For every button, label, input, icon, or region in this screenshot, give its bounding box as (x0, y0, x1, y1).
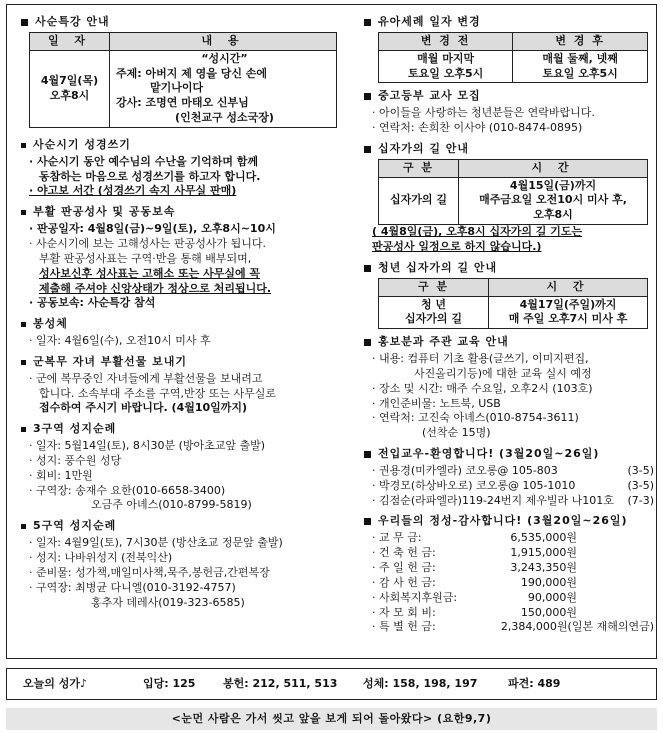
list-item (364, 464, 654, 479)
text-line: · 구역장: 송재수 요한(010-6658-3400) (29, 483, 226, 497)
section-title: 중고등부 교사 모집 (378, 89, 481, 103)
text-line: · 일자: 5월14일(토), 8시30분 (방아초교앞 출발) (29, 439, 266, 453)
text-line: 동참하는 마음으로 성경쓰기를 하고자 합니다. (39, 169, 261, 183)
stations-section (364, 142, 654, 255)
right-column (364, 15, 654, 641)
offering-title-row (364, 514, 654, 529)
hymn-communion: 성체: 158, 198, 197 (363, 676, 478, 690)
cell-text: 토요일 오후5시 (542, 66, 618, 80)
section-title: 청년 십자가의 길 안내 (378, 260, 498, 274)
text-line: 오금주 아녜스(010-8799-5819) (91, 498, 252, 512)
text-line: · 일자: 4월9일(토), 7시30분 (방산초교 정문앞 출발) (29, 536, 283, 550)
table-row (30, 50, 337, 127)
bullet-square-icon (364, 518, 371, 525)
section-title: 전입교우-환영합니다! (3월20일~26일) (378, 447, 600, 461)
text-line: · 사순시기에 보는 고해성사는 판공성사가 됩니다. (29, 236, 266, 250)
bullet-square-icon (364, 93, 371, 100)
list-item (364, 531, 654, 546)
section-title: 3구역 성지순례 (33, 422, 117, 436)
cell-text: 매 주일 오후7시 미사 후 (508, 312, 628, 326)
offering-value: 90,000원 (527, 590, 577, 604)
list-item (364, 576, 654, 591)
text-line: · 회비: 1만원 (29, 468, 93, 482)
list-item (364, 479, 654, 494)
text-line: 성사보신후 성사표는 고해소 또는 사무실에 꼭 (39, 266, 261, 280)
welcome-area: (3-5) (627, 463, 654, 477)
section-title: 우리들의 정성-감사합니다! (3월20일~26일) (378, 514, 628, 528)
table-header: 구 분 (379, 159, 459, 177)
hymn-label: 오늘의 성가♪ (23, 676, 87, 690)
section-title: 사순특강 안내 (35, 15, 110, 28)
text-line: ( 4월8일(금), 오후8시 십자가의 길 기도는 (372, 225, 583, 239)
bible-copy-section (21, 138, 341, 199)
lecture-title-row (21, 15, 341, 30)
cell-text: 청 년 (420, 297, 447, 311)
text-line: · 준비물: 성가책,매일미사책,묵주,봉헌금,간편복장 (29, 565, 270, 579)
table-header-row (379, 278, 648, 296)
confession-section (21, 205, 341, 311)
bullet-square-icon (21, 210, 26, 215)
text-line: 홍추자 데레사(019-323-6585) (91, 595, 245, 609)
offering-label: · 건 축 헌 금: (372, 546, 436, 560)
table-header-row (379, 32, 648, 50)
baptism-table (378, 32, 648, 84)
table-header: 변 경 전 (379, 32, 513, 50)
welcome-title-row (364, 447, 654, 462)
text-line: 접수하여 주시기 바랍니다. (4월10일까지) (39, 401, 248, 415)
offering-value: 6,535,000원 (510, 531, 577, 545)
pilgrimage5-section (21, 519, 341, 610)
list-item (364, 561, 654, 576)
list-item (364, 494, 654, 509)
table-header: 내 용 (110, 32, 337, 50)
text-line: (선착순 15명) (422, 426, 491, 440)
teacher-section (364, 89, 654, 136)
offering-label: · 자 모 회 비: (372, 605, 436, 619)
scripture-verse: <눈먼 사람은 가서 씻고 앞을 보게 되어 돌아왔다> (요한9,7) (6, 708, 657, 730)
offering-note: (일본 재해의연금) (567, 620, 654, 634)
offering-value: 150,000원 (520, 605, 577, 619)
stations-title-row (364, 142, 654, 157)
text-line: · 성지: 풍수원 성당 (29, 453, 122, 467)
text-line: 사진올리기등)에 대한 교육 실시 예정 (414, 366, 592, 380)
list-item (364, 606, 654, 621)
list-item (364, 591, 654, 606)
bullet-square-icon (364, 451, 371, 458)
bullet-square-icon (21, 322, 26, 327)
list-item (364, 620, 654, 635)
text-line: · 연락처: 손희찬 이사야 (010-8474-0895) (372, 121, 583, 135)
offering-value: 2,384,000원 (500, 620, 568, 634)
table-row (379, 50, 648, 83)
cell-text: 매월 둘째, 넷째 (542, 51, 618, 65)
table-row (379, 177, 648, 225)
left-column (21, 15, 341, 616)
teacher-title-row (364, 89, 654, 104)
offering-section (364, 514, 654, 635)
welcome-area: (7-3) (627, 493, 654, 507)
lecture-subject: 주제: 아버지 제 영을 당신 손에 (116, 66, 268, 80)
cell-text: 오후8시 (533, 208, 573, 222)
table-row (379, 296, 648, 329)
bullet-square-icon (364, 265, 371, 272)
cell-text: 십자가의 길 (405, 312, 462, 326)
lecture-section (21, 15, 341, 128)
offering-label: · 감 사 헌 금: (372, 575, 436, 589)
pilgrimage3-section (21, 422, 341, 513)
text-line: 합니다. 소속부대 주소를 구역,반장 또는 사무실로 (39, 386, 276, 400)
section-title: 홍보분과 주관 교육 안내 (378, 335, 509, 349)
bullet-square-icon (21, 427, 26, 432)
cell-text: 토요일 오후5시 (407, 66, 484, 80)
table-header: 구 분 (379, 278, 489, 296)
offering-label: · 교 무 금: (372, 531, 422, 545)
pr-education-section (364, 335, 654, 441)
offering-label: · 사회복지후원금: (372, 590, 458, 604)
soldier-gift-section (21, 355, 341, 416)
bullet-square-icon (21, 143, 26, 148)
text-line: 판공성사 일정으로 하지 않습니다.) (372, 239, 542, 253)
lecture-topic: “성시간” (201, 51, 248, 65)
hymn-closing: 파견: 489 (508, 676, 561, 690)
text-line: · 내용: 컴퓨터 기초 활용(글쓰기, 이미지편집, (372, 352, 589, 366)
table-cell: 십자가의 길 (379, 177, 459, 225)
welcome-name: · 박경모(하상바오로) 코오롱@ 105-1010 (372, 478, 576, 492)
bullet-square-icon (21, 524, 26, 529)
youth-stations-section (364, 261, 654, 329)
text-line: · 사순시기 동안 예수님의 수난을 기억하며 함께 (29, 154, 259, 168)
hymn-offertory: 봉헌: 212, 511, 513 (223, 676, 338, 690)
text-line: · 구역장: 최병균 다니엘(010-3192-4757) (29, 580, 236, 594)
hymn-opening: 입당: 125 (143, 676, 196, 690)
section-title: 사순시기 성경쓰기 (33, 137, 131, 151)
bullet-square-icon (364, 339, 371, 346)
section-title: 십자가의 길 안내 (378, 141, 470, 155)
offering-value: 190,000원 (520, 575, 577, 589)
table-header: 변 경 후 (513, 32, 648, 50)
table-header: 일 자 (30, 32, 110, 50)
cell-text: 매주금요일 오전10시 미사 후, (479, 193, 627, 207)
anointing-section (21, 317, 341, 349)
table-header: 시 간 (489, 278, 648, 296)
table-cell (379, 296, 489, 329)
lecture-time: 오후8시 (49, 88, 90, 102)
youth-stations-table (378, 278, 648, 330)
text-line: · 장소 및 시간: 매주 수요일, 오후2시 (103호) (372, 381, 593, 395)
text-line: · 군에 복무중인 자녀들에게 부활선물을 보내려고 (29, 371, 263, 385)
table-header-row (30, 32, 337, 50)
text-line: · 판공일자: 4월8일(금)~9일(토), 오후8시~10시 (29, 222, 276, 236)
soldier-title-row (21, 355, 341, 370)
section-title: 군복무 자녀 부활선물 보내기 (33, 354, 187, 368)
lecture-speaker-cont: (인천교구 성소국장) (175, 111, 274, 125)
table-cell (379, 50, 513, 83)
welcome-name: · 김점순(라파엘라)119-24번지 제우빌라 나101호 (372, 493, 614, 507)
table-cell (489, 296, 648, 329)
table-header: 시 간 (459, 159, 648, 177)
offering-label: · 특 별 헌 금: (372, 620, 436, 634)
welcome-section (364, 447, 654, 508)
offering-value: 1,915,000원 (510, 546, 577, 560)
cell-text: 4월17일(주일)까지 (519, 297, 617, 311)
welcome-name: · 권용경(미카엘라) 코오롱@ 105-803 (372, 463, 558, 477)
list-item (364, 546, 654, 561)
text-line: · 야고보 서간 (성경쓰기 속지 사무실 판매) (29, 184, 237, 198)
text-line: · 연락처: 고진숙 아녜스(010-8754-3611) (372, 411, 579, 425)
bullet-square-icon (21, 19, 28, 26)
section-title: 부활 판공성사 및 공동보속 (33, 205, 176, 219)
pr-title-row (364, 335, 654, 350)
section-title: 봉성체 (33, 317, 68, 331)
lecture-date: 4월7일(목) (40, 73, 99, 87)
offering-label: · 주 일 헌 금: (372, 561, 436, 574)
lecture-subject-cont: 맡기나이다 (150, 81, 204, 95)
bullet-square-icon (21, 360, 26, 365)
bullet-square-icon (364, 19, 371, 26)
bulletin-frame (6, 4, 657, 659)
section-title: 유아세례 일자 변경 (378, 15, 481, 28)
cell-text: 매월 마지막 (417, 51, 475, 65)
confession-title-row (21, 205, 341, 220)
pilgrimage5-title-row (21, 519, 341, 534)
lecture-table (29, 32, 337, 128)
youth-title-row (364, 261, 654, 276)
text-line: · 개인준비물: 노트북, USB (372, 396, 501, 410)
children-baptism-section (364, 15, 654, 83)
text-line: · 성지: 나바위성지 (전북익산) (29, 551, 173, 564)
text-line: · 아이들을 사랑하는 청년분들은 연락바랍니다. (372, 106, 595, 120)
offering-value: 3,243,350원 (510, 561, 577, 574)
table-header-row (379, 159, 648, 177)
text-line: · 일자: 4월6일(수), 오전10시 미사 후 (29, 334, 211, 348)
lecture-speaker: 강사: 조명연 마태오 신부님 (116, 96, 249, 110)
pilgrimage3-title-row (21, 422, 341, 437)
cell-text: 4월15일(금)까지 (509, 178, 597, 192)
bullet-square-icon (364, 146, 371, 153)
text-line: 부활 판공성사표는 구역·반을 통해 배부되며, (39, 251, 252, 265)
table-cell (513, 50, 648, 83)
table-cell (459, 177, 648, 225)
bible-title-row (21, 138, 341, 153)
section-title: 5구역 성지순례 (33, 519, 117, 533)
table-cell (30, 50, 110, 127)
hymn-bar (6, 668, 657, 700)
table-cell (110, 50, 337, 127)
text-line: 제출해 주셔야 신앙상태가 정상으로 처리됩니다. (39, 281, 272, 295)
baptism-title-row (364, 15, 654, 30)
text-line: · 공동보속: 사순특강 참석 (29, 296, 156, 310)
anointing-title-row (21, 317, 341, 332)
stations-table (378, 159, 648, 225)
welcome-area: (3-5) (627, 478, 654, 492)
